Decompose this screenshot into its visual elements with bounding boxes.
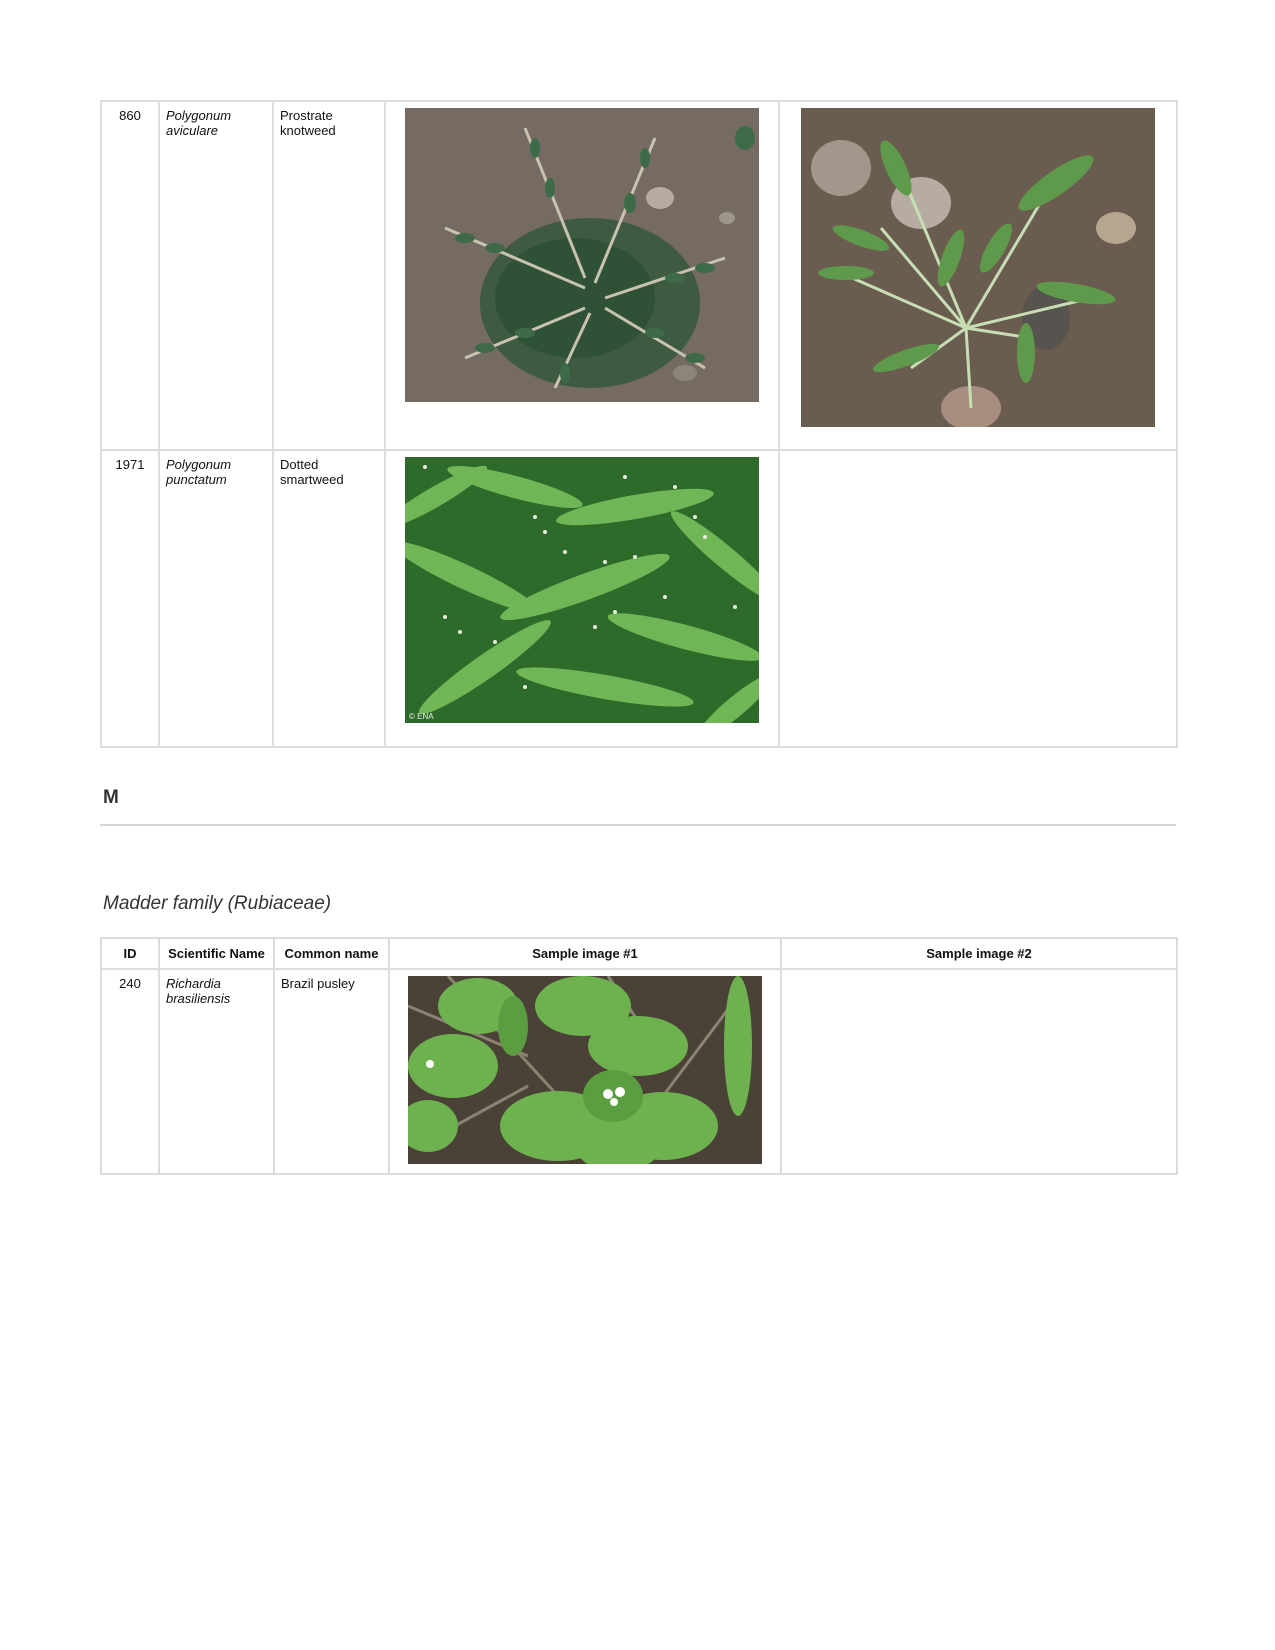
scientific-name: Richardia brasiliensis [159, 969, 274, 1174]
section-divider [100, 824, 1176, 826]
weed-table-madder-family [100, 937, 1178, 1175]
prostrate-knotweed-photo-1 [405, 108, 759, 402]
scientific-name: Polygonum aviculare [159, 101, 273, 450]
header-scientific-name: Scientific Name [159, 938, 274, 969]
header-sample-image-1: Sample image #1 [389, 938, 781, 969]
weed-table-knotweed-family [100, 100, 1178, 748]
common-name: Brazil pusley [274, 969, 389, 1174]
header-sample-image-2: Sample image #2 [781, 938, 1177, 969]
brazil-pusley-photo-1 [408, 976, 762, 1164]
sample-image-1-cell [385, 450, 779, 747]
sample-image-2-cell [781, 969, 1177, 1174]
dotted-smartweed-photo-1 [405, 457, 759, 723]
common-name: Prostrate knotweed [273, 101, 385, 450]
prostrate-knotweed-photo-2 [801, 108, 1155, 427]
table-row [101, 969, 1177, 1174]
row-id: 240 [101, 969, 159, 1174]
sample-image-1-cell [385, 101, 779, 450]
scientific-name: Polygonum punctatum [159, 450, 273, 747]
sample-image-1-cell [389, 969, 781, 1174]
sample-image-2-cell [779, 101, 1177, 450]
table-row [101, 101, 1177, 450]
family-heading: Madder family (Rubiaceae) [103, 893, 332, 914]
section-letter: M [103, 787, 119, 808]
header-id: ID [101, 938, 159, 969]
row-id: 860 [101, 101, 159, 450]
header-common-name: Common name [274, 938, 389, 969]
sample-image-2-cell [779, 450, 1177, 747]
table-header-row [101, 938, 1177, 969]
table-row [101, 450, 1177, 747]
common-name: Dotted smartweed [273, 450, 385, 747]
image-credit: © ENA [409, 712, 434, 721]
row-id: 1971 [101, 450, 159, 747]
